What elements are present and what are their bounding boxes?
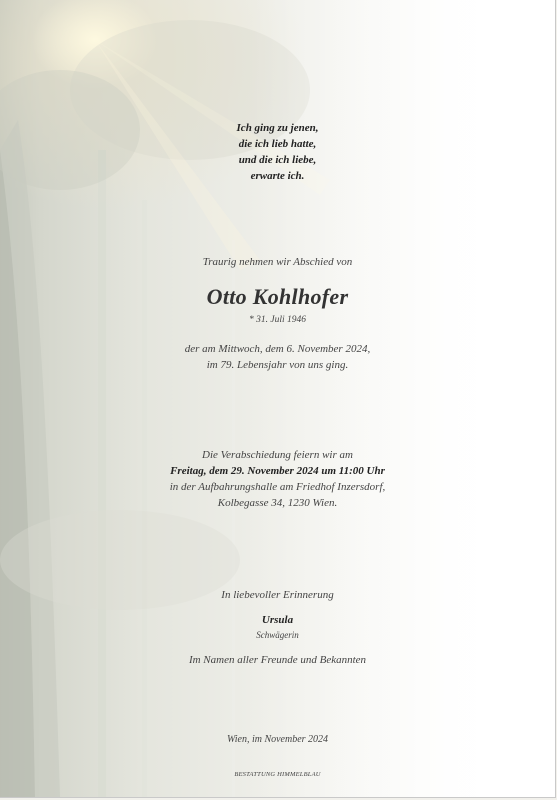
mourner-name: Ursula — [261, 614, 294, 626]
verse-line: Ich ging zu jenen, — [236, 122, 319, 134]
place-date: Wien, im November 2024 — [226, 734, 329, 745]
ceremony-line: Die Verabschiedung feiern wir am — [202, 449, 353, 461]
verse-line: und die ich liebe, — [238, 154, 317, 166]
ceremony-address: Kolbegasse 34, 1230 Wien. — [217, 497, 338, 509]
birth-date: * 31. Juli 1946 — [249, 315, 306, 325]
memory-heading: In liebevoller Erinnerung — [221, 589, 334, 601]
verse-line: erwarte ich. — [250, 170, 305, 182]
farewell-intro: Traurig nehmen wir Abschied von — [202, 256, 353, 268]
ceremony-date: Freitag, dem 29. November 2024 um 11:00 Uhr — [170, 465, 385, 477]
ceremony-location: in der Aufbahrungshalle am Friedhof Inzersdorf, — [169, 481, 386, 493]
friends-line: Im Namen aller Freunde und Bekannten — [188, 654, 367, 666]
death-notice — [0, 341, 555, 373]
death-line: im 79. Lebensjahr von uns ging. — [206, 359, 349, 371]
mourner-relation: Schwägerin — [256, 630, 299, 640]
ceremony-details — [0, 447, 555, 511]
verse-line: die ich lieb hatte, — [238, 138, 317, 150]
death-line: der am Mittwoch, dem 6. November 2024, — [184, 343, 371, 355]
memorial-verse — [0, 120, 555, 184]
deceased-name: Otto Kohlhofer — [206, 284, 349, 309]
funeral-home-name: BESTATTUNG HIMMELBLAU — [234, 771, 321, 778]
